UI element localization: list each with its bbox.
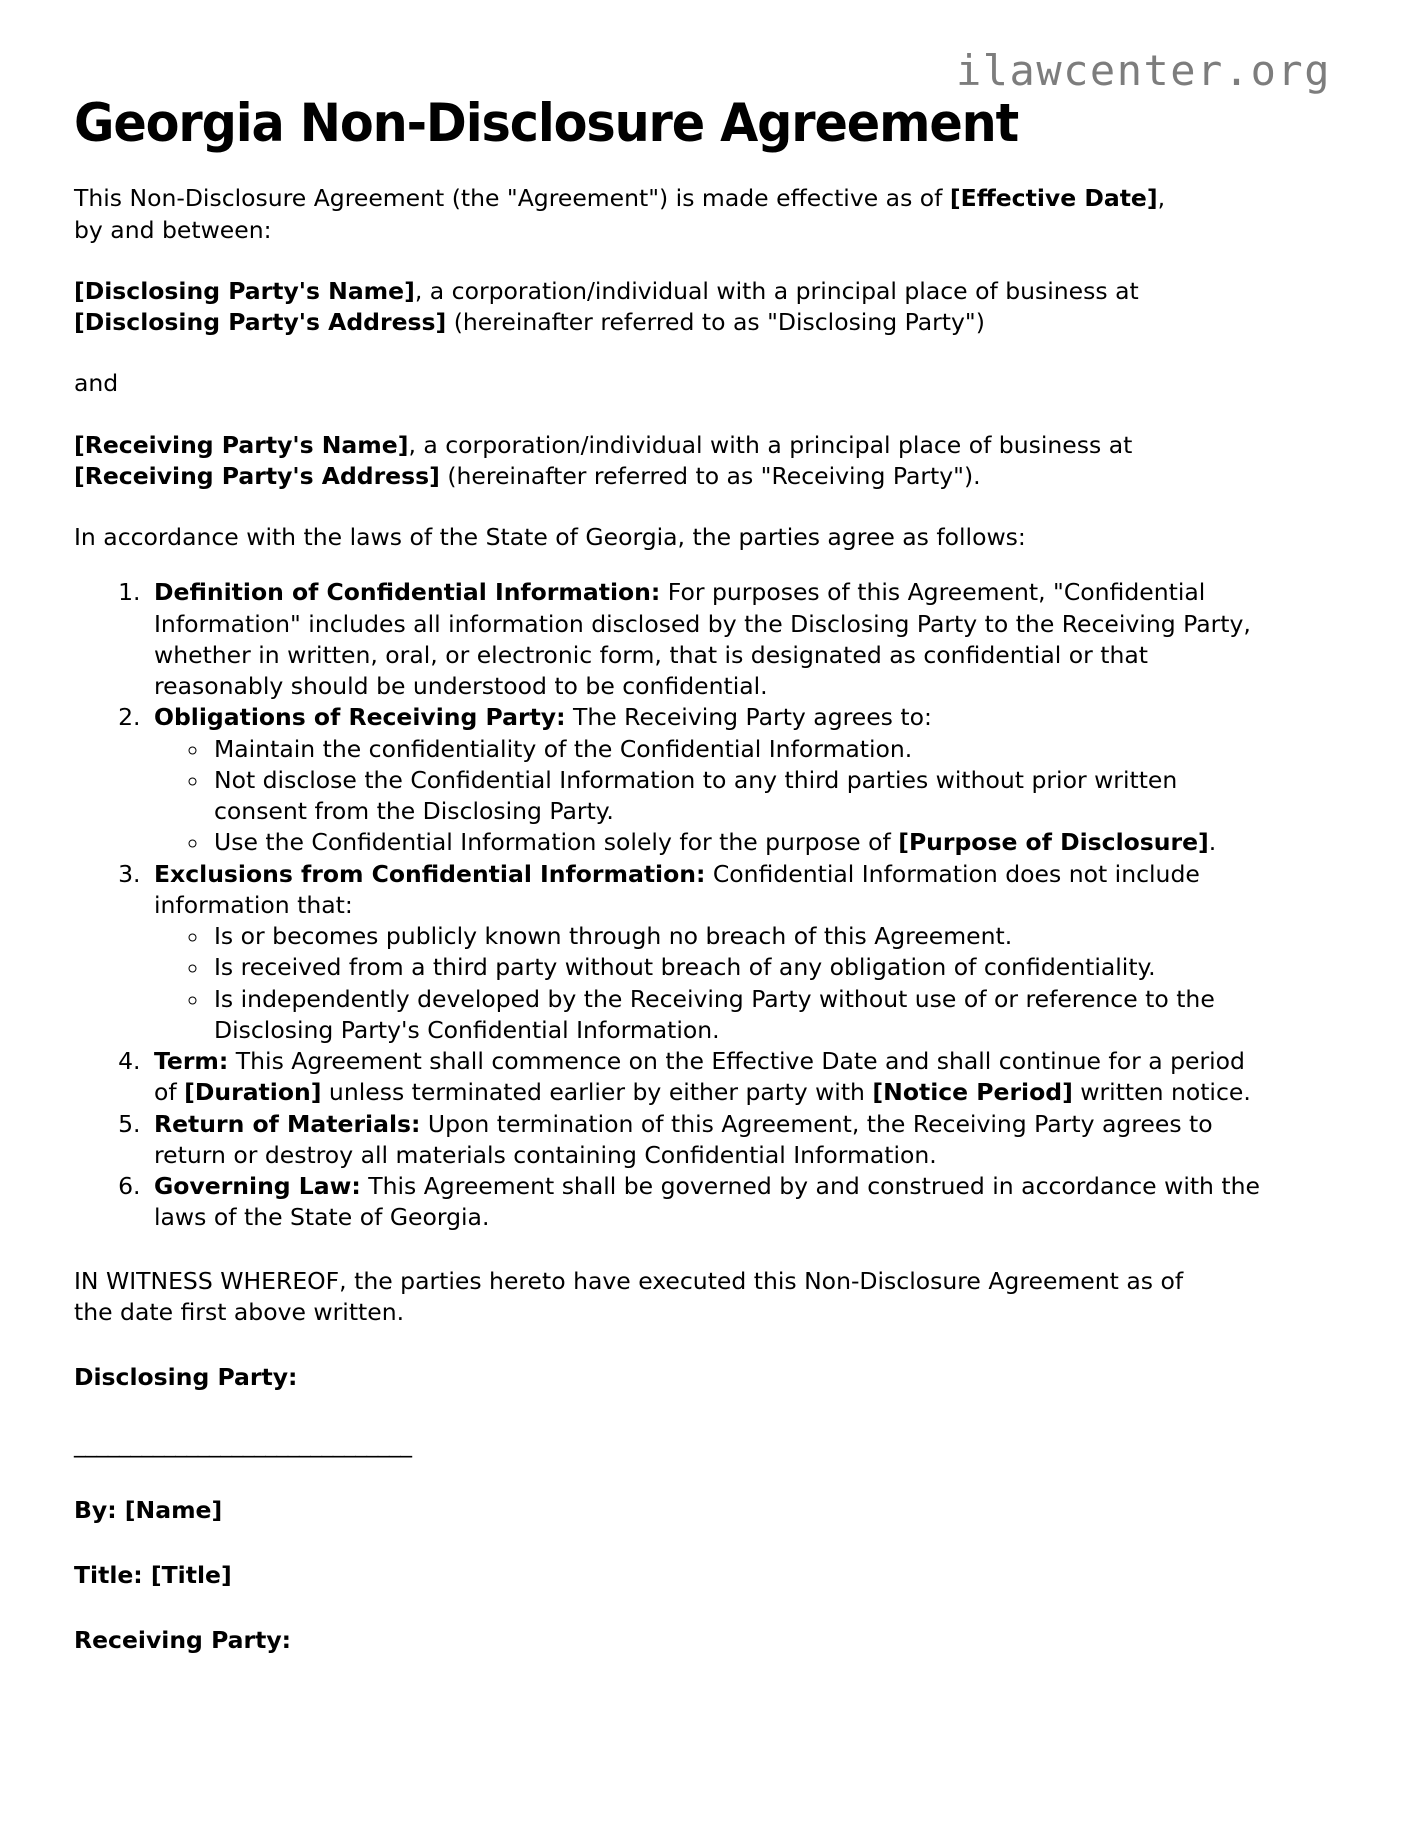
clause-item — [148, 1046, 1268, 1109]
clause-body: This Agreement shall be governed by and construed in accordance with the laws of the State of Georgia. — [154, 1172, 1260, 1232]
subitem-pre-text: Is received from a third party without breach of any obligation of confidentiality. — [214, 953, 1156, 982]
disclosing-party-mid-text: , a corporation/individual with a principal place of business at — [414, 276, 1139, 305]
disclosing-party-paragraph — [74, 276, 1194, 339]
clause-item — [148, 1109, 1268, 1172]
clause-subitem — [210, 952, 1268, 983]
clause-sublist — [154, 921, 1268, 1046]
disclosing-party-post-text: (hereinafter referred to as "Disclosing Party") — [446, 308, 985, 337]
page-title: Georgia Non-Disclosure Agreement — [74, 93, 1019, 154]
receiving-party-signature-heading: Receiving Party: — [74, 1626, 292, 1655]
clause-heading: Definition of Confidential Information: — [154, 578, 661, 607]
disclosing-party-signature-heading: Disclosing Party: — [74, 1363, 298, 1392]
receiving-party-paragraph — [74, 430, 1194, 493]
receiving-party-mid-text: , a corporation/individual with a principal place of business at — [408, 430, 1133, 459]
accordance-paragraph: In accordance with the laws of the State of Georgia, the parties agree as follows: — [74, 523, 1026, 552]
disclosing-party-name-placeholder: [Disclosing Party's Name] — [74, 276, 415, 305]
clause-heading: Exclusions from Confidential Information: — [154, 859, 706, 888]
subitem-pre-text: Use the Confidential Information solely for the purpose of — [214, 828, 899, 857]
clause-item — [148, 577, 1268, 702]
clause-subitem — [210, 921, 1268, 952]
notice-period-placeholder: [Notice Period] — [872, 1078, 1073, 1107]
receiving-party-address-placeholder: [Receiving Party's Address] — [74, 461, 440, 490]
conjunction-paragraph: and — [74, 369, 119, 398]
subitem-pre-text: Is independently developed by the Receiving Party without use of or reference to the Disclosing Party's Confidential Information. — [214, 984, 1215, 1044]
clause-item — [148, 859, 1268, 1047]
subitem-pre-text: Is or becomes publicly known through no breach of this Agreement. — [214, 922, 1013, 951]
clause-body: Confidential Information does not include information that: — [154, 859, 1200, 919]
clause-item — [148, 702, 1268, 858]
subitem-pre-text: Maintain the confidentiality of the Confidential Information. — [214, 734, 913, 763]
clause-subitem — [210, 734, 1268, 765]
signature-by-field: By: [Name] — [74, 1495, 223, 1524]
clause-heading: Obligations of Receiving Party: — [154, 703, 566, 732]
purpose-of-disclosure-placeholder: [Purpose of Disclosure] — [898, 828, 1209, 857]
subitem-pre-text: Not disclose the Confidential Information to any third parties without prior written consent from the Disclosing Party. — [214, 765, 1178, 826]
effective-date-placeholder: [Effective Date] — [949, 184, 1158, 213]
clause-body: Upon termination of this Agreement, the Receiving Party agrees to return or destroy all materials containing Confidential Information. — [154, 1109, 1213, 1169]
intro-pre-text: This Non-Disclosure Agreement (the "Agreement") is made effective as of — [74, 184, 950, 213]
clause-body-3: written notice. — [1072, 1078, 1251, 1107]
subitem-post-text: . — [1208, 828, 1217, 857]
clause-subitem — [210, 827, 1268, 858]
intro-paragraph — [74, 183, 1194, 246]
duration-placeholder: [Duration] — [184, 1078, 322, 1107]
signature-line: ______________________________ — [74, 1430, 412, 1459]
clause-body: For purposes of this Agreement, "Confidential Information" includes all information disclosed by the Disclosing Party to the Receiving Party, whether in written, oral, or electronic form, that is designated as confidential or that reasonably should be understood to be confidential. — [154, 578, 1251, 701]
clause-body: The Receiving Party agrees to: — [565, 703, 932, 732]
clause-subitem — [210, 765, 1268, 828]
clause-item — [148, 1171, 1268, 1234]
clause-subitem — [210, 984, 1268, 1047]
receiving-party-name-placeholder: [Receiving Party's Name] — [74, 430, 409, 459]
site-watermark: ilawcenter.org — [955, 46, 1331, 95]
clause-heading: Return of Materials: — [154, 1109, 421, 1138]
clause-heading: Governing Law: — [154, 1172, 361, 1201]
clause-body: This Agreement shall commence on the Effective Date and shall continue for a period of — [154, 1047, 1245, 1107]
disclosing-party-address-placeholder: [Disclosing Party's Address] — [74, 308, 447, 337]
clause-list — [74, 577, 1268, 1233]
clause-body-2: unless terminated earlier by either party with — [321, 1078, 873, 1107]
clause-sublist — [154, 734, 1268, 859]
clause-heading: Term: — [154, 1047, 229, 1076]
receiving-party-post-text: (hereinafter referred to as "Receiving Party"). — [439, 461, 981, 490]
witness-paragraph: IN WITNESS WHEREOF, the parties hereto have executed this Non-Disclosure Agreement as of the date first above written. — [74, 1266, 1184, 1326]
signature-title-field: Title: [Title] — [74, 1560, 232, 1589]
watermark-row — [74, 0, 1337, 95]
intro-post-text: , by and between: — [74, 184, 1166, 244]
